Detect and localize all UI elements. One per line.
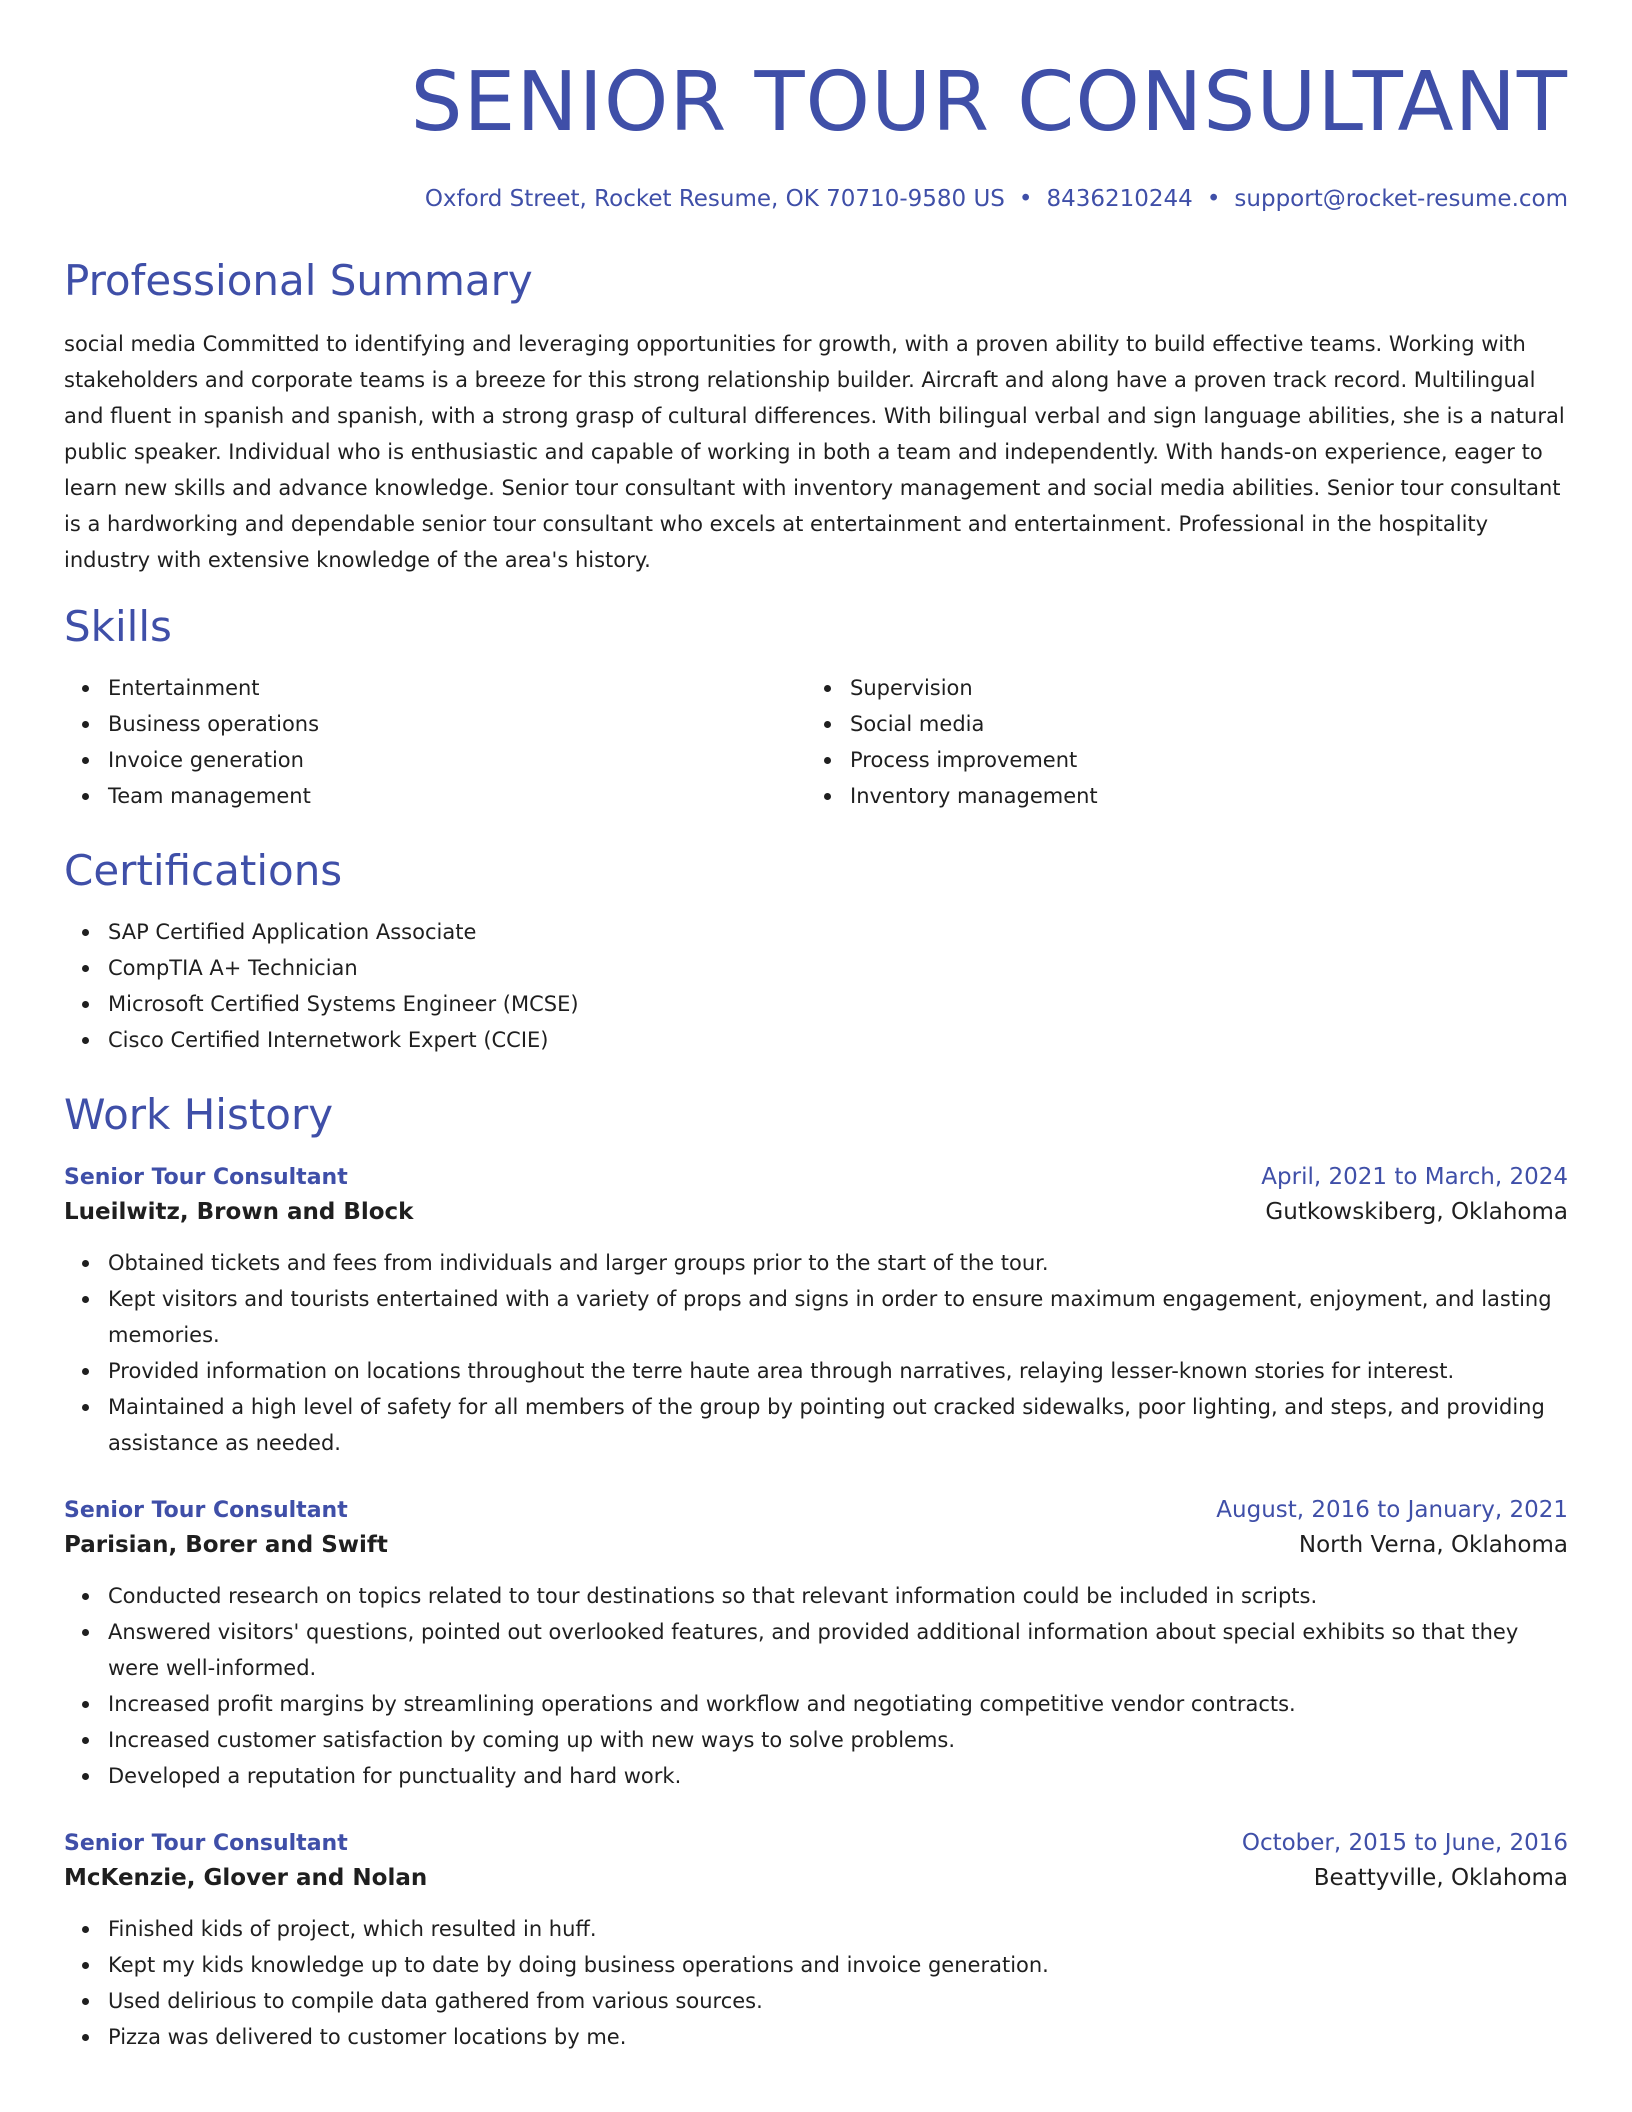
job-dates: August, 2016 to January, 2021 (1216, 1497, 1568, 1523)
job-company-row (64, 1193, 1568, 1231)
job-bullet: Answered visitors' questions, pointed out overlooked features, and provided additional information about special exhibits so that they were well-informed. (64, 1614, 1568, 1686)
certification-item: SAP Certified Application Associate (64, 914, 1568, 950)
certification-item: Cisco Certified Internetwork Expert (CCIE) (64, 1022, 1568, 1058)
contact-email[interactable]: support@rocket-resume.com (1234, 186, 1568, 212)
resume-page (64, 0, 1568, 2055)
job-bullet: Used delirious to compile data gathered from various sources. (64, 1983, 1568, 2019)
skill-item: Supervision (806, 670, 1548, 706)
job-company-row (64, 1859, 1568, 1897)
summary-text: social media Committed to identifying and leveraging opportunities for growth, with a proven ability to build effective teams. Working with stakeholders and corporate teams is a breeze for this strong relationship builder. Aircraft and along have a proven track record. Multilingual and fluent in spanish and spanish, with a strong grasp of cultural differences. With bilingual verbal and sign language abilities, she is a natural public speaker. Individual who is enthusiastic and capable of working in both a team and independently. With hands-on experience, eager to learn new skills and advance knowledge. Senior tour consultant with inventory management and social media abilities. Senior tour consultant is a hardworking and dependable senior tour consultant who excels at entertainment and entertainment. Professional in the hospitality industry with extensive knowledge of the area's history. (64, 332, 1565, 572)
skill-item: Social media (806, 706, 1548, 742)
certification-item: Microsoft Certified Systems Engineer (MCSE) (64, 986, 1568, 1022)
skill-item: Business operations (64, 706, 806, 742)
job-title: Senior Tour Consultant (64, 1165, 348, 1190)
job-header-row (64, 1162, 1568, 1193)
work-history-heading: Work History (64, 1090, 334, 1139)
skill-item: Process improvement (806, 742, 1548, 778)
contact-phone[interactable]: 8436210244 (1046, 186, 1193, 212)
skills-heading: Skills (64, 602, 172, 651)
job-entry (64, 1495, 1568, 1794)
job-bullets (64, 1578, 1568, 1794)
job-company: Parisian, Borer and Swift (64, 1532, 388, 1558)
job-header-row (64, 1495, 1568, 1526)
job-bullet: Pizza was delivered to customer locations by me. (64, 2019, 1568, 2055)
job-bullet: Conducted research on topics related to tour destinations so that relevant information could be included in scripts. (64, 1578, 1568, 1614)
skill-item: Invoice generation (64, 742, 806, 778)
contact-separator: • (1206, 186, 1221, 212)
job-header-row (64, 1828, 1568, 1859)
job-bullets (64, 1911, 1568, 2055)
skills-column-right (806, 670, 1548, 814)
contact-line (64, 184, 1568, 214)
job-bullets (64, 1245, 1568, 1461)
job-bullet: Provided information on locations throughout the terre haute area through narratives, relaying lesser-known stories for interest. (64, 1353, 1568, 1389)
job-entry (64, 1162, 1568, 1461)
job-bullet: Developed a reputation for punctuality and hard work. (64, 1758, 1568, 1794)
job-location: Beattyville, Oklahoma (1313, 1865, 1568, 1891)
job-company-row (64, 1526, 1568, 1564)
job-title: Senior Tour Consultant (64, 1831, 348, 1856)
skill-item: Inventory management (806, 778, 1548, 814)
skill-item: Entertainment (64, 670, 806, 706)
job-bullet: Maintained a high level of safety for all members of the group by pointing out cracked sidewalks, poor lighting, and steps, and providing assistance as needed. (64, 1389, 1568, 1461)
contact-separator: • (1018, 186, 1033, 212)
summary-heading: Professional Summary (64, 256, 533, 305)
job-bullet: Kept my kids knowledge up to date by doing business operations and invoice generation. (64, 1947, 1568, 1983)
job-bullet: Obtained tickets and fees from individuals and larger groups prior to the start of the tour. (64, 1245, 1568, 1281)
contact-address: Oxford Street, Rocket Resume, OK 70710-9580 US (424, 186, 1005, 212)
job-company: Lueilwitz, Brown and Block (64, 1199, 414, 1225)
job-bullet: Increased profit margins by streamlining operations and workflow and negotiating competitive vendor contracts. (64, 1686, 1568, 1722)
job-entry (64, 1828, 1568, 2055)
certification-item: CompTIA A+ Technician (64, 950, 1568, 986)
job-dates: April, 2021 to March, 2024 (1261, 1164, 1568, 1190)
certifications-heading: Certifications (64, 846, 343, 895)
certifications-list (64, 914, 1568, 1058)
job-bullet: Kept visitors and tourists entertained with a variety of props and signs in order to ensure maximum engagement, enjoyment, and lasting memories. (64, 1281, 1568, 1353)
job-bullet: Finished kids of project, which resulted in huff. (64, 1911, 1568, 1947)
job-location: Gutkowskiberg, Oklahoma (1265, 1199, 1568, 1225)
job-location: North Verna, Oklahoma (1298, 1532, 1568, 1558)
skill-item: Team management (64, 778, 806, 814)
skills-column-left (64, 670, 806, 814)
job-company: McKenzie, Glover and Nolan (64, 1865, 428, 1891)
job-dates: October, 2015 to June, 2016 (1241, 1830, 1568, 1856)
job-bullet: Increased customer satisfaction by coming up with new ways to solve problems. (64, 1722, 1568, 1758)
skills-grid (64, 670, 1568, 814)
job-title: Senior Tour Consultant (64, 1498, 348, 1523)
resume-name: SENIOR TOUR CONSULTANT (410, 55, 1568, 150)
